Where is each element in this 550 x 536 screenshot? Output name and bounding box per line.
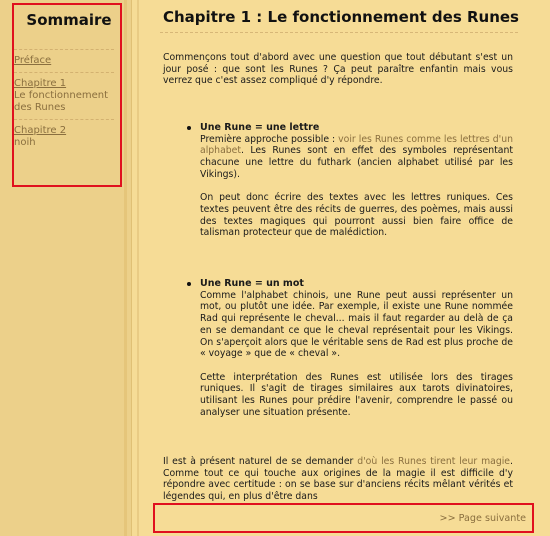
content-rule	[137, 0, 139, 536]
list-item-paragraph: Comme l'alphabet chinois, une Rune peut aussi représenter un mot, ou plutôt une idée. Par exemple, il existe une Rune nommée Rad qui représente le cheval... mais il faut regarder au delà de ça en se demandant ce que le cheval représentait pour les Vikings. On s'aperçoit alors que le véritable sens de Rad est plus proche de « voyage » que de « cheval ».	[200, 289, 513, 360]
list-item	[200, 278, 513, 418]
intro-paragraph: Commençons tout d'abord avec une question que tout débutant s'est un jour posé : que sont les Runes ? Ça peut paraître enfantin mais vous verrez que c'est assez compliqué d'y répondre.	[163, 52, 513, 87]
list-item-paragraph: Première approche possible : voir les Runes comme les lettres d'un alphabet. Les Runes sont en effet des symboles représentant chacune une lettre du futhark (ancien alphabet utilisé par les Vikings).	[200, 133, 513, 180]
list-item-title: Une Rune = un mot	[200, 278, 304, 289]
list-item-paragraph: Cette interprétation des Runes est utilisée lors des tirages runiques. Il s'agit de tirages similaires aux tarots divinatoires, utilisant les Runes pour prédire l'avenir, comprendre le passé ou analyser une situation présente.	[200, 371, 513, 418]
nav-item-chapter-1[interactable]	[14, 73, 114, 119]
bullet-icon	[187, 126, 191, 130]
nav-item-label[interactable]: Chapitre 2	[14, 125, 67, 136]
divider	[160, 32, 518, 33]
nav-item-chapter-2[interactable]	[14, 120, 114, 154]
list-item-paragraph: On peut donc écrire des textes avec les lettres runiques. Ces textes peuvent être des récits de guerres, des poèmes, mais aussi des textes magiques qui pourront aussi bien faire office de talisman protecteur que de malédiction.	[200, 192, 513, 239]
nav-item-label[interactable]: Chapitre 1	[14, 78, 67, 89]
nav-item-subtitle: noih	[14, 137, 36, 148]
nav-item-preface[interactable]	[14, 50, 114, 72]
page-title: Chapitre 1 : Le fonctionnement des Runes	[163, 8, 519, 26]
chapter-nav	[14, 49, 114, 154]
nav-item-label[interactable]: Préface	[14, 55, 52, 66]
list-item	[200, 122, 513, 239]
sidebar-stripe	[124, 0, 127, 536]
sidebar-title: Sommaire	[26, 11, 112, 29]
magic-origin-link[interactable]: d'où les Runes tirent leur magie	[357, 456, 511, 467]
outro-paragraph: Il est à présent naturel de se demander d'où les Runes tirent leur magie. Comme tout ce qui touche aux origines de la magie il est difficile d'y répondre avec certitude : on se base sur d'anciens récits mêlant vérités et légendes qui, en plus d'être dans	[163, 456, 513, 503]
bullet-icon	[187, 282, 191, 286]
pagination	[153, 503, 534, 533]
nav-item-subtitle: Le fonctionnement des Runes	[14, 90, 108, 113]
list-item-title: Une Rune = une lettre	[200, 122, 320, 133]
next-page-link[interactable]: >> Page suivante	[439, 513, 526, 524]
alphabet-link[interactable]: voir les Runes comme les lettres d'un alphabet	[200, 133, 513, 157]
